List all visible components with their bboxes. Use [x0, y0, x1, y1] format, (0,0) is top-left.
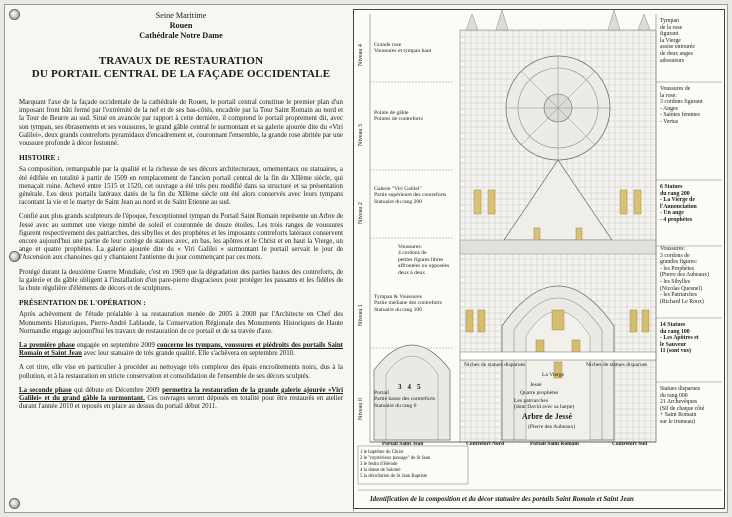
level-1-label: Niveau 1	[358, 304, 364, 326]
text-column	[19, 11, 343, 418]
phase-2-text-a: qui débute en Décembre 2009	[71, 386, 163, 394]
label-niches-right: Niches de statues disparues	[586, 362, 648, 368]
label-galerie: Galerie "Viri Galilei" Partie supérieure des contreforts Statuaire du rang 200	[374, 186, 447, 205]
label-statues-100: 14 Statues du rang 100 - Les Apôtres et le Sauveur 11 (sont vus)	[660, 322, 699, 355]
contrefort-nord: Contrefort Nord	[466, 441, 505, 447]
region-label: Seine Maritime	[155, 11, 207, 20]
label-voussures-petites: Voussures: 4 cordons de petites figures libres affrontées ou opposées deux à deux	[398, 244, 450, 276]
level-4-label: Niveau 4	[358, 44, 364, 66]
label-niches-left: Niches de statues disparues	[464, 362, 526, 368]
saint-jean-legend: 1 le baptême du Christ 2 le "mystérieux passage" de St Jean 3 le festin d'Hérode 4 la danse de Salomé 5 la décollation de St Jean Baptiste	[360, 450, 431, 479]
phase-2-paragraph	[19, 387, 343, 412]
title-line-2: DU PORTAIL CENTRAL DE LA FAÇADE OCCIDENTALE	[31, 68, 331, 80]
label-vierge: La Vierge	[542, 372, 564, 378]
title-line-1: TRAVAUX DE RESTAURATION	[98, 55, 264, 67]
intro-paragraph: Marquant l'axe de la façade occidentale de la cathédrale de Rouen, le portail central constitue le premier plan d'un imposant front bâti fermé par l'extrémité de la nef et de ses bas-côtés, encadrée par la Tour Saint Romain au nord et la Tour de Beurre au sud. Situé en avancée par rapport à cette dernière, il comprend le portail proprement dit, avec son tympan, ses ébrasements et ses voussures, le grand gâble central le surmontant et sa galerie ajourée dite du «Viri Galilei», deux grands contreforts pyramidaux d'encadrement et, couronnant l'ensemble, la grande rose abritée par une voussure profonde à décor festonné.	[19, 99, 343, 148]
portal-saint-romain: Portail Saint Romain	[530, 441, 579, 447]
history-paragraph-3: Protégé durant la deuxième Guerre Mondiale, c'est en 1969 que la dégradation des parties hautes des contreforts, de la galerie et du gâble obligent à l'installation d'un pare-pierre disgracieux pour protéger les passants et les fidèles de la chute régulière d'éléments de décors et de sculptures.	[19, 268, 343, 293]
label-portail: Portail Partie basse des contreforts Statuaire du rang 0	[374, 390, 436, 409]
label-grande-rose: Grande rose Voussures et tympan haut	[374, 42, 432, 55]
label-jesse: Jessé	[530, 382, 542, 388]
city-label: Rouen	[169, 21, 193, 30]
label-prophetes: Quatre prophètes	[520, 390, 559, 396]
building-label: Cathédrale Notre Dame	[139, 31, 223, 40]
label-arbre-jesse: Arbre de Jessé	[522, 412, 573, 421]
saint-jean-numbers: 345	[398, 383, 427, 392]
page-title	[19, 55, 343, 81]
label-voussures-grandes: Voussures: 3 cordons de grandes figures: - les Prophètes (Pierre des Aubeaux) - les Sibylles (Nicolas Quesnel) - les Patriarches (Richard Le Roux)	[660, 246, 709, 305]
contrefort-sud: Contrefort Sud	[612, 441, 648, 447]
label-tympan-rose: Tympan de la rose figurant la Vierge assise entourée de deux anges adorateurs	[660, 18, 695, 64]
label-arbre-jesse-sub: (Pierre des Aubeaux)	[528, 424, 576, 430]
phase-1-note: A cet titre, elle vise en particulier à procéder au nettoyage très complexe des épais encroûtements noirs, dus à la pollution, et à la restauration en stricte conservation et consolidation de l'ensemble de ses décors sculptés.	[19, 364, 343, 380]
history-paragraph-1: Sa composition, remarquable par la qualité et la richesse de ses décors architecturaux, ornementaux ou statuaires, a été édifiée en totalité à partir de 1509 en remplacement de l'ancien portail central de la fin du XIIème siècle, qui menaçait ruine. Achevé entre 1515 et 1520, cet ouvrage a été très peu modifié dans sa structure et sa présentation générale. Les deux portails latéraux datés de la fin du XIIème siècle ont été alors conservés avec leurs tympans racontant la vie et le martyr de Saint Jean au nord et de Saint Etienne au sud.	[19, 166, 343, 207]
operation-heading: PRÉSENTATION DE L'OPÉRATION :	[19, 298, 146, 308]
history-paragraph-2: Confié aux plus grands sculpteurs de l'époque, l'exceptionnel tympan du Portail Saint Romain représente un Arbre de Jessé avec au sommet une vierge nimbé de soleil et couronnée de douze étoiles. Les trois ranges de voussures figurent respectivement des patriarches, des sibylles et des prophètes et les imposants contreforts latéraux conservent encore aujourd'hui une partie de leur cortège de statues avec, en bas, les apôtres et le Christ et en haut la Vierge, un ange et quatre prophètes. La galerie ajourée dite du « Viri Galilei » surmontant le portail servait le jour de l'Ascension aux chanoines qui y chantaient l'antienne du jour commençant par ces mots.	[19, 213, 343, 262]
phase-2-text-b: Ces ouvrages seront déposés en totalité pour être restaurés en atelier durant l'année 2010 et reposés en place au dessus du portail début 2011.	[19, 395, 343, 411]
phase-1-paragraph	[19, 342, 343, 358]
phase-1-text-a: engagée en septembre 2009	[74, 342, 157, 350]
screw-icon	[9, 498, 20, 509]
phase-1-highlight: concerne les tympans, voussures et piédroits des portails Saint Romain et Saint Jean	[19, 342, 343, 358]
diagram-caption: Identification de la composition et du décor statuaire des portails Saint Romain et Saint Jean	[370, 496, 634, 503]
phase-2-label: La seconde phase	[19, 386, 72, 394]
label-patriarches: Les patriarches (dont David avec sa harpe)	[514, 398, 575, 411]
label-pointe-gable: Pointe de gâble Pointes de contreforts	[374, 110, 423, 123]
label-statues-200: 6 Statues du rang 200 - La Vierge de l'Annonciation - Un ange - 4 prophètes	[660, 184, 697, 223]
portal-saint-jean: Portail Saint Jean	[382, 441, 424, 447]
level-2-label: Niveau 2	[358, 202, 364, 224]
information-panel	[4, 4, 728, 513]
history-heading: HISTOIRE :	[19, 153, 60, 163]
phase-1-text-b: avec leur statuaire de très grande qualité. Elle s'achèvera en septembre 2010.	[81, 350, 295, 358]
location-header	[19, 11, 343, 41]
level-3-label: Niveau 3	[358, 124, 364, 146]
label-tympan-voussures: Tympan & Voussures Partie médiane des contreforts Statuaire du rang 100	[374, 294, 442, 313]
label-voussures-rose: Voussures de la rose: 3 cordons figurant - Anges - Saintes femmes - Vertus	[660, 86, 703, 125]
level-0-label: Niveau 0	[358, 398, 364, 420]
body-text	[19, 99, 343, 412]
facade-diagram	[353, 9, 725, 509]
phase-1-label: La première phase	[19, 342, 75, 350]
phase-2-highlight: permettra la restauration de la grande galerie ajourée «Viri Galilei» et du grand gâble la surmontant.	[19, 386, 343, 403]
label-statues-000: Statues disparues du rang 000 21 Archevêques (Sil de chaque côté + Saint Romain sur le trumeau)	[660, 386, 705, 425]
operation-intro: Après achèvement de l'étude préalable à sa restauration menée de 2005 à 2008 par l'Architecte en Chef des Monuments Historiques, Pierre-André Lablaude, la Conservation Régionale des Monuments Historiques de Haute Normandie engage aujourd'hui les travaux de restauration de ce portail et de sa travée d'axe.	[19, 311, 343, 335]
